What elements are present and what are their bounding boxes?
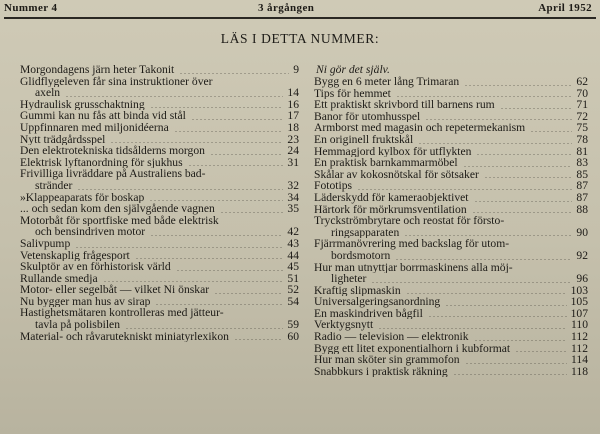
dot-leader bbox=[176, 270, 283, 271]
dot-leader bbox=[395, 259, 572, 260]
toc-page-number: 32 bbox=[287, 179, 299, 192]
toc-entry bbox=[20, 134, 299, 146]
toc-entry-text: Banor för utomhusspel bbox=[314, 110, 421, 123]
toc-page-number: 81 bbox=[576, 145, 588, 158]
toc-entry-text: Fototips bbox=[314, 180, 353, 192]
toc-entry bbox=[314, 134, 588, 146]
toc-entry-text: Armborst med magasin och repetermekanism bbox=[314, 122, 526, 134]
toc-page-number: 23 bbox=[287, 133, 299, 146]
toc-entry-text: Salivpump bbox=[20, 237, 71, 250]
toc-entry-text: Nu bygger man hus av sirap bbox=[20, 295, 151, 308]
toc-entry bbox=[314, 88, 588, 100]
toc-entry bbox=[314, 192, 588, 204]
volume-label: 3 årgången bbox=[258, 2, 315, 14]
toc-page-number: 85 bbox=[576, 168, 588, 181]
toc-entry bbox=[20, 192, 299, 204]
toc-entry bbox=[20, 110, 299, 122]
toc-entry bbox=[314, 343, 588, 355]
toc-entry-text: Tryckströmbrytare och reostat för försto- bbox=[314, 215, 505, 227]
toc-entry-text: Ett praktiskt skrivbord till barnens rum bbox=[314, 99, 495, 111]
toc-page-number: 44 bbox=[287, 249, 299, 262]
toc-page-number: 96 bbox=[576, 273, 588, 285]
dot-leader bbox=[155, 304, 283, 305]
toc-entry-text: En praktisk barnkammarmöbel bbox=[314, 157, 458, 169]
dot-leader bbox=[418, 143, 572, 144]
dot-leader bbox=[406, 293, 567, 294]
toc-entry-text: tavla på polisbilen bbox=[35, 319, 121, 331]
dot-leader bbox=[425, 119, 572, 120]
toc-entry-text: Motorbåt för sportfiske med både elektrisk bbox=[20, 214, 219, 227]
toc-entry-text: Fjärrmanövrering med backslag för utom- bbox=[314, 238, 510, 250]
toc-page-number: 42 bbox=[287, 226, 299, 238]
toc-entry bbox=[314, 366, 588, 378]
dot-leader bbox=[474, 340, 567, 341]
contents-left-column bbox=[20, 64, 299, 342]
toc-entry bbox=[314, 180, 588, 192]
dot-leader bbox=[465, 363, 567, 364]
dot-leader bbox=[234, 339, 283, 340]
dot-leader bbox=[371, 282, 572, 283]
toc-entry-text: ringsapparaten bbox=[331, 226, 400, 239]
toc-entry bbox=[314, 285, 588, 297]
toc-entry-text: Skålar av kokosnötskal för sötsaker bbox=[314, 168, 479, 181]
toc-entry bbox=[314, 169, 588, 181]
toc-page-number: 110 bbox=[571, 319, 588, 332]
toc-page-number: 107 bbox=[570, 307, 588, 320]
toc-entry-text: ... och sedan kom den självgående vagnen bbox=[20, 203, 215, 215]
toc-entry bbox=[20, 99, 299, 111]
toc-entry bbox=[314, 111, 588, 123]
toc-entry-text: Vetenskaplig frågesport bbox=[20, 249, 130, 262]
dot-leader bbox=[220, 212, 283, 213]
dot-leader bbox=[472, 212, 572, 213]
toc-entry-text: En originell fruktskål bbox=[314, 133, 414, 146]
toc-entry-text: En maskindriven bågfil bbox=[314, 307, 423, 320]
toc-entry-text: Glidflygeleven får sina instruktioner över bbox=[20, 75, 213, 88]
toc-entry-text: Hur man utnyttjar borrmaskinens alla möj- bbox=[314, 261, 513, 274]
dot-leader bbox=[396, 96, 572, 97]
toc-entry-text: Bygg en 6 meter lång Trimaran bbox=[314, 76, 460, 88]
dot-leader bbox=[75, 247, 283, 248]
issue-number: Nummer 4 bbox=[4, 2, 58, 14]
toc-entry-text: Den elektrotekniska tidsålderns morgon bbox=[20, 145, 205, 157]
dot-leader bbox=[500, 108, 572, 109]
toc-entry-text: »Klappeaparats för boskap bbox=[20, 191, 145, 204]
toc-page-number: 75 bbox=[576, 122, 588, 134]
toc-entry bbox=[20, 296, 299, 308]
toc-entry-text: Bygg ett litet exponentialhorn i kubformat bbox=[314, 342, 511, 355]
dot-leader bbox=[404, 235, 572, 236]
dot-leader bbox=[179, 73, 289, 74]
issue-date: April 1952 bbox=[538, 2, 592, 14]
toc-entry bbox=[314, 146, 588, 158]
toc-page-number: 83 bbox=[576, 157, 588, 169]
dot-leader bbox=[77, 189, 283, 190]
dot-leader bbox=[464, 85, 572, 86]
toc-page-number: 78 bbox=[576, 133, 588, 146]
toc-entry bbox=[314, 99, 588, 111]
dot-leader bbox=[428, 316, 567, 317]
toc-page-number: 72 bbox=[576, 110, 588, 123]
toc-entry bbox=[20, 284, 299, 296]
toc-page-number: 16 bbox=[287, 98, 299, 111]
toc-page-number: 87 bbox=[576, 191, 588, 204]
toc-entry-text: Elektrisk lyftanordning för sjukhus bbox=[20, 156, 183, 169]
toc-entry bbox=[314, 238, 588, 261]
toc-entry-text: Motor- eller segelbåt — vilket Ni önskar bbox=[20, 284, 210, 296]
toc-page-number: 112 bbox=[571, 331, 588, 343]
toc-entry-text: Verktygsnytt bbox=[314, 319, 374, 332]
toc-page-number: 52 bbox=[287, 284, 299, 296]
page-header bbox=[0, 0, 600, 17]
header-rule bbox=[4, 17, 596, 19]
toc-entry bbox=[314, 122, 588, 134]
toc-page-number: 43 bbox=[287, 237, 299, 250]
toc-page-number: 31 bbox=[287, 156, 299, 169]
toc-entry-text: Universalgeringsanordning bbox=[314, 296, 441, 308]
dot-leader bbox=[484, 177, 572, 178]
toc-entry-text: och bensindriven motor bbox=[35, 226, 146, 238]
dot-leader bbox=[214, 293, 283, 294]
toc-entry bbox=[20, 157, 299, 169]
toc-entry-text: Snabbkurs i praktisk räkning bbox=[314, 365, 448, 378]
toc-entry bbox=[314, 296, 588, 308]
toc-entry-text: Skulptör av en förhistorisk värld bbox=[20, 261, 171, 273]
toc-entry-text: Uppfinnaren med miljonidéerna bbox=[20, 121, 169, 134]
toc-entry-text: Radio — television — elektronik bbox=[314, 331, 469, 343]
toc-page-number: 118 bbox=[571, 365, 588, 378]
toc-entry bbox=[20, 215, 299, 238]
toc-entry bbox=[314, 204, 588, 216]
dot-leader bbox=[476, 154, 572, 155]
dot-leader bbox=[191, 119, 283, 120]
toc-page-number: 59 bbox=[287, 319, 299, 331]
dot-leader bbox=[474, 201, 572, 202]
toc-page-number: 92 bbox=[576, 249, 588, 262]
toc-entry bbox=[20, 203, 299, 215]
toc-entry bbox=[314, 354, 588, 366]
toc-entry bbox=[314, 76, 588, 88]
toc-page-number: 70 bbox=[576, 87, 588, 100]
dot-leader bbox=[65, 96, 283, 97]
toc-page-number: 88 bbox=[576, 203, 588, 216]
dot-leader bbox=[103, 281, 283, 282]
toc-entry-text: Kraftig slipmaskin bbox=[314, 284, 401, 297]
contents-title: LÄS I DETTA NUMMER: bbox=[220, 31, 380, 46]
toc-entry-text: Hastighetsmätaren kontrolleras med jätteur- bbox=[20, 307, 224, 320]
toc-entry-text: bordsmotorn bbox=[331, 249, 391, 262]
toc-page-number: 103 bbox=[570, 284, 588, 297]
toc-page-number: 45 bbox=[287, 261, 299, 273]
dot-leader bbox=[463, 166, 572, 167]
toc-entry-text: Material- och råvarutekniskt miniatyrlexikon bbox=[20, 330, 229, 343]
toc-entry bbox=[314, 262, 588, 285]
toc-entry bbox=[20, 273, 299, 285]
toc-entry bbox=[20, 76, 299, 99]
dot-leader bbox=[210, 154, 283, 155]
toc-entry bbox=[20, 64, 299, 76]
toc-entry-text: Hur man sköter sin grammofon bbox=[314, 354, 460, 366]
toc-entry-text: stränder bbox=[35, 179, 73, 192]
toc-page-number: 24 bbox=[287, 145, 299, 157]
toc-entry-text: axeln bbox=[35, 87, 61, 99]
dot-leader bbox=[174, 131, 283, 132]
section-title: Ni gör det själv. bbox=[316, 63, 390, 76]
toc-page-number: 17 bbox=[287, 110, 299, 122]
toc-entry bbox=[314, 331, 588, 343]
dot-leader bbox=[515, 351, 567, 352]
toc-page-number: 105 bbox=[570, 296, 588, 308]
toc-entry bbox=[20, 307, 299, 330]
toc-page-number: 90 bbox=[576, 226, 588, 239]
toc-entry-text: Härtork för mörkrumsventilation bbox=[314, 203, 467, 216]
toc-page-number: 35 bbox=[287, 203, 299, 215]
toc-page-number: 14 bbox=[287, 87, 299, 99]
dot-leader bbox=[188, 165, 283, 166]
toc-entry bbox=[20, 168, 299, 191]
toc-entry-text: Rullande smedja bbox=[20, 272, 98, 285]
toc-entry-text: Läderskydd för kameraobjektivet bbox=[314, 191, 469, 204]
toc-entry-text: Nytt trädgårdsspel bbox=[20, 133, 106, 146]
section-entries bbox=[314, 76, 588, 377]
toc-entry bbox=[20, 250, 299, 262]
dot-leader bbox=[149, 200, 283, 201]
toc-entry-text: Frivilliga livräddare på Australiens bad- bbox=[20, 168, 206, 180]
toc-page-number: 87 bbox=[576, 180, 588, 192]
toc-page-number: 9 bbox=[293, 64, 299, 76]
toc-page-number: 18 bbox=[287, 121, 299, 134]
toc-entry-text: Hemmagjord kylbox för utflykten bbox=[314, 145, 472, 158]
toc-entry bbox=[20, 145, 299, 157]
toc-page-number: 112 bbox=[571, 342, 588, 355]
toc-entry-text: Gummi kan nu fås att binda vid stål bbox=[20, 110, 186, 122]
dot-leader bbox=[125, 328, 283, 329]
toc-entry bbox=[314, 157, 588, 169]
dot-leader bbox=[135, 258, 283, 259]
dot-leader bbox=[378, 328, 567, 329]
toc-page-number: 62 bbox=[576, 76, 588, 88]
toc-entry bbox=[314, 308, 588, 320]
toc-entry-text: Tips för hemmet bbox=[314, 87, 391, 100]
dot-leader bbox=[357, 189, 572, 190]
toc-entry bbox=[20, 122, 299, 134]
dot-leader bbox=[150, 235, 283, 236]
toc-entry bbox=[314, 319, 588, 331]
toc-entry-text: ligheter bbox=[331, 273, 367, 285]
dot-leader bbox=[445, 305, 567, 306]
toc-page-number: 60 bbox=[287, 330, 299, 343]
dot-leader bbox=[110, 142, 283, 143]
dot-leader bbox=[150, 107, 283, 108]
toc-page-number: 71 bbox=[576, 99, 588, 111]
contents-right-column bbox=[314, 64, 588, 377]
toc-page-number: 114 bbox=[571, 354, 588, 366]
toc-entry-text: Hydraulisk grusschaktning bbox=[20, 98, 145, 111]
toc-entry bbox=[20, 261, 299, 273]
toc-page-number: 51 bbox=[287, 272, 299, 285]
toc-entry bbox=[20, 331, 299, 343]
toc-entry bbox=[314, 215, 588, 238]
toc-entry-text: Morgondagens järn heter Takonit bbox=[20, 64, 175, 76]
toc-entry bbox=[20, 238, 299, 250]
dot-leader bbox=[453, 374, 567, 375]
dot-leader bbox=[530, 131, 572, 132]
toc-page-number: 54 bbox=[287, 295, 299, 308]
toc-page-number: 34 bbox=[287, 191, 299, 204]
